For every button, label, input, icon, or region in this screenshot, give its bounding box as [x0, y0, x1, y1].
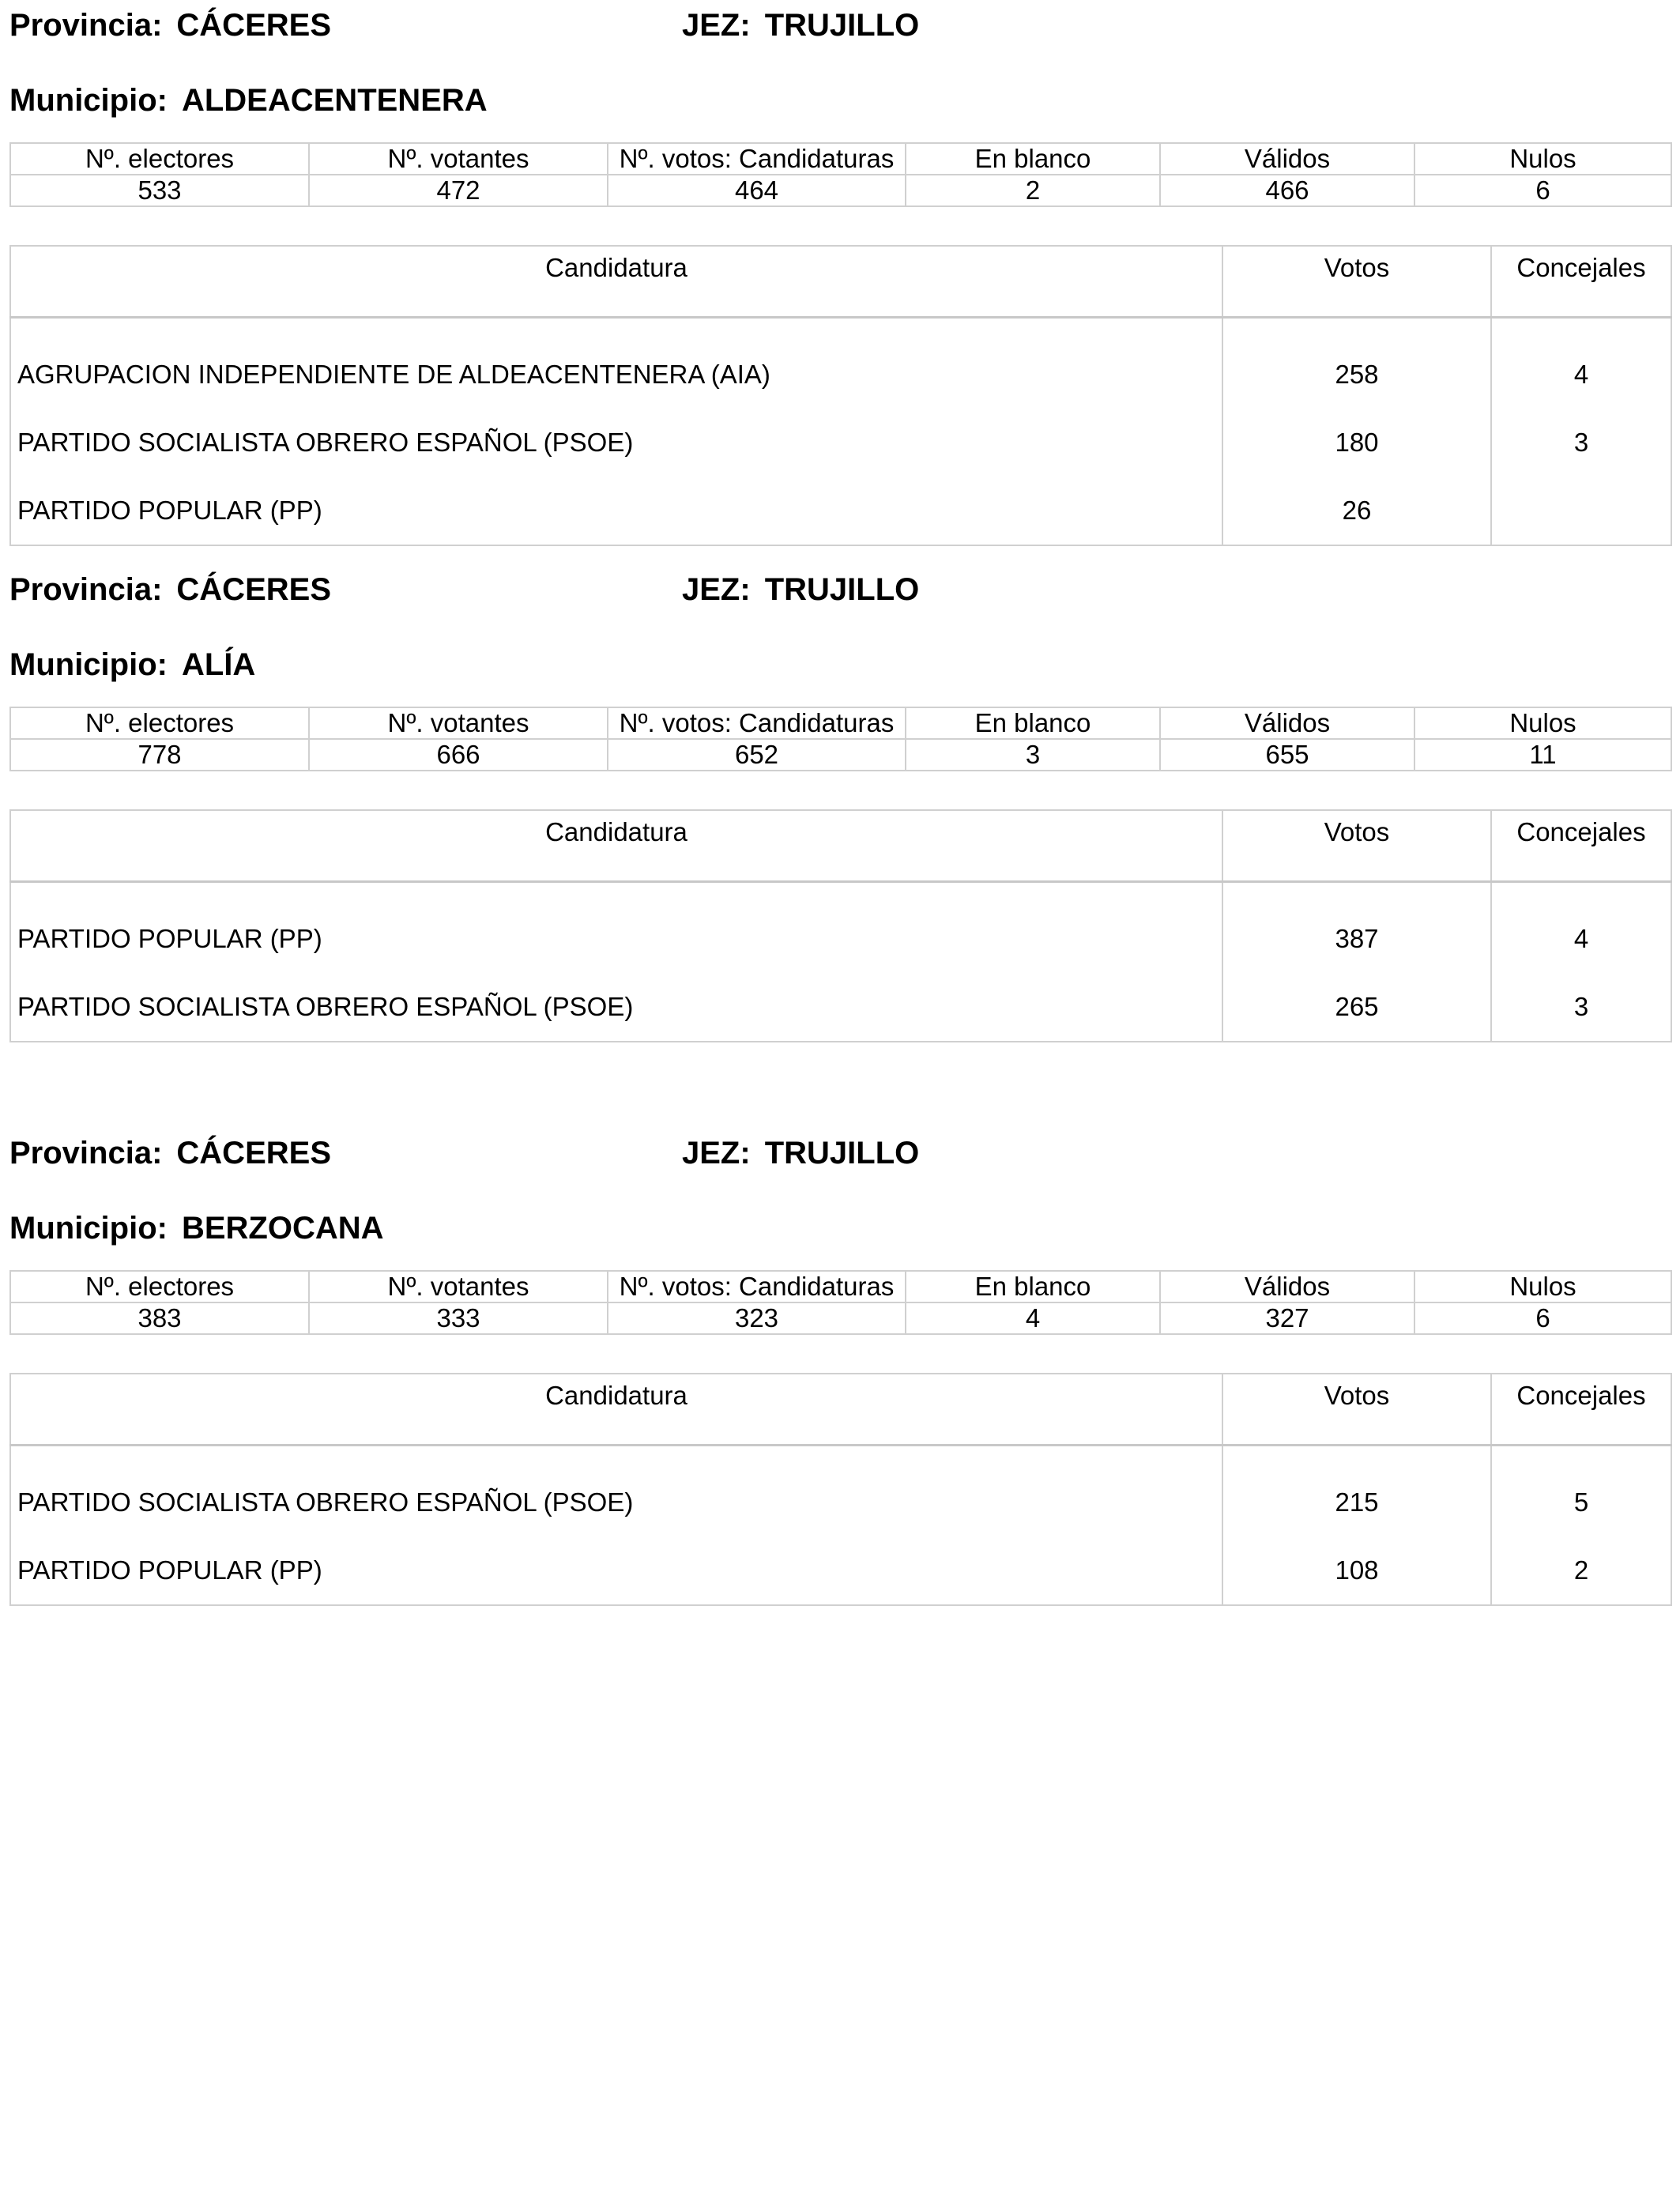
summary-table: [9, 707, 1672, 771]
results-header-row: [10, 1374, 1671, 1446]
candidatura-name: PARTIDO POPULAR (PP): [10, 477, 1222, 545]
votos-value: 108: [1222, 1536, 1491, 1605]
header-nulos: Nulos: [1414, 1271, 1671, 1302]
votos-value: 258: [1222, 318, 1491, 409]
candidatura-name: PARTIDO SOCIALISTA OBRERO ESPAÑOL (PSOE): [10, 1446, 1222, 1537]
votos-value: 387: [1222, 882, 1491, 974]
value-votantes: 472: [309, 175, 608, 206]
municipio-header: Municipio: ALDEACENTENERA: [9, 83, 488, 118]
value-nulos: 11: [1414, 739, 1671, 771]
value-electores: 533: [10, 175, 309, 206]
value-votos-candidaturas: 464: [608, 175, 906, 206]
municipio-header: Municipio: BERZOCANA: [9, 1211, 384, 1246]
votos-value: 265: [1222, 973, 1491, 1042]
result-row: [10, 973, 1671, 1042]
municipio-section-berzocana: [9, 1128, 1671, 1602]
summary-header-row: [10, 143, 1671, 175]
result-row: [10, 409, 1671, 477]
summary-header-row: [10, 1271, 1671, 1302]
header-validos: Válidos: [1160, 707, 1414, 739]
summary-value-row: [10, 1302, 1671, 1334]
provincia-header: Provincia: CÁCERES: [9, 1136, 331, 1171]
value-votos-candidaturas: 323: [608, 1302, 906, 1334]
provincia-value: CÁCERES: [176, 1136, 331, 1171]
votos-value: 215: [1222, 1446, 1491, 1537]
concejales-value: 3: [1491, 973, 1671, 1042]
value-electores: 778: [10, 739, 309, 771]
value-en-blanco: 4: [906, 1302, 1160, 1334]
header-votantes: Nº. votantes: [309, 707, 608, 739]
header-votantes: Nº. votantes: [309, 1271, 608, 1302]
header-votos: Votos: [1222, 810, 1491, 882]
header-votantes: Nº. votantes: [309, 143, 608, 175]
concejales-value: [1491, 477, 1671, 545]
jez-value: TRUJILLO: [764, 1136, 920, 1171]
provincia-value: CÁCERES: [176, 8, 331, 43]
value-votantes: 666: [309, 739, 608, 771]
header-validos: Válidos: [1160, 143, 1414, 175]
result-row: [10, 882, 1671, 974]
summary-table: [9, 1270, 1672, 1335]
header-candidatura: Candidatura: [10, 246, 1222, 318]
value-votantes: 333: [309, 1302, 608, 1334]
value-nulos: 6: [1414, 175, 1671, 206]
value-validos: 466: [1160, 175, 1414, 206]
header-votos-candidaturas: Nº. votos: Candidaturas: [608, 1271, 906, 1302]
header-electores: Nº. electores: [10, 1271, 309, 1302]
concejales-value: 2: [1491, 1536, 1671, 1605]
jez-value: TRUJILLO: [764, 8, 920, 43]
header-concejales: Concejales: [1491, 246, 1671, 318]
results-table: [9, 1373, 1672, 1606]
provincia-value: CÁCERES: [176, 572, 331, 607]
value-nulos: 6: [1414, 1302, 1671, 1334]
header-votos-candidaturas: Nº. votos: Candidaturas: [608, 707, 906, 739]
jez-value: TRUJILLO: [764, 572, 920, 607]
concejales-value: 4: [1491, 882, 1671, 974]
candidatura-name: AGRUPACION INDEPENDIENTE DE ALDEACENTENERA (AIA): [10, 318, 1222, 409]
concejales-value: 4: [1491, 318, 1671, 409]
header-nulos: Nulos: [1414, 707, 1671, 739]
municipio-section-alia: [9, 564, 1671, 1039]
header-concejales: Concejales: [1491, 810, 1671, 882]
candidatura-name: PARTIDO POPULAR (PP): [10, 1536, 1222, 1605]
concejales-value: 3: [1491, 409, 1671, 477]
header-candidatura: Candidatura: [10, 810, 1222, 882]
result-row: [10, 1446, 1671, 1537]
summary-value-row: [10, 739, 1671, 771]
results-header-row: [10, 810, 1671, 882]
municipio-value: ALÍA: [181, 647, 256, 682]
header-en-blanco: En blanco: [906, 1271, 1160, 1302]
result-row: [10, 318, 1671, 409]
jez-header: JEZ: TRUJILLO: [682, 1136, 920, 1171]
header-votos-candidaturas: Nº. votos: Candidaturas: [608, 143, 906, 175]
summary-table: [9, 142, 1672, 207]
votos-value: 180: [1222, 409, 1491, 477]
results-header-row: [10, 246, 1671, 318]
jez-header: JEZ: TRUJILLO: [682, 8, 920, 43]
summary-header-row: [10, 707, 1671, 739]
summary-value-row: [10, 175, 1671, 206]
result-row: [10, 1536, 1671, 1605]
header-en-blanco: En blanco: [906, 707, 1160, 739]
jez-header: JEZ: TRUJILLO: [682, 572, 920, 607]
value-votos-candidaturas: 652: [608, 739, 906, 771]
provincia-header: Provincia: CÁCERES: [9, 572, 331, 607]
municipio-value: ALDEACENTENERA: [181, 83, 488, 118]
municipio-header: Municipio: ALÍA: [9, 647, 256, 682]
header-validos: Válidos: [1160, 1271, 1414, 1302]
candidatura-name: PARTIDO POPULAR (PP): [10, 882, 1222, 974]
header-electores: Nº. electores: [10, 143, 309, 175]
municipio-value: BERZOCANA: [181, 1211, 384, 1246]
header-electores: Nº. electores: [10, 707, 309, 739]
value-validos: 655: [1160, 739, 1414, 771]
header-en-blanco: En blanco: [906, 143, 1160, 175]
results-table: [9, 809, 1672, 1042]
header-votos: Votos: [1222, 246, 1491, 318]
value-validos: 327: [1160, 1302, 1414, 1334]
concejales-value: 5: [1491, 1446, 1671, 1537]
value-en-blanco: 2: [906, 175, 1160, 206]
provincia-header: Provincia: CÁCERES: [9, 8, 331, 43]
header-nulos: Nulos: [1414, 143, 1671, 175]
candidatura-name: PARTIDO SOCIALISTA OBRERO ESPAÑOL (PSOE): [10, 973, 1222, 1042]
municipio-section-aldeacentenera: [9, 0, 1671, 530]
votos-value: 26: [1222, 477, 1491, 545]
header-concejales: Concejales: [1491, 1374, 1671, 1446]
value-en-blanco: 3: [906, 739, 1160, 771]
header-candidatura: Candidatura: [10, 1374, 1222, 1446]
header-votos: Votos: [1222, 1374, 1491, 1446]
result-row: [10, 477, 1671, 545]
value-electores: 383: [10, 1302, 309, 1334]
candidatura-name: PARTIDO SOCIALISTA OBRERO ESPAÑOL (PSOE): [10, 409, 1222, 477]
results-table: [9, 245, 1672, 546]
